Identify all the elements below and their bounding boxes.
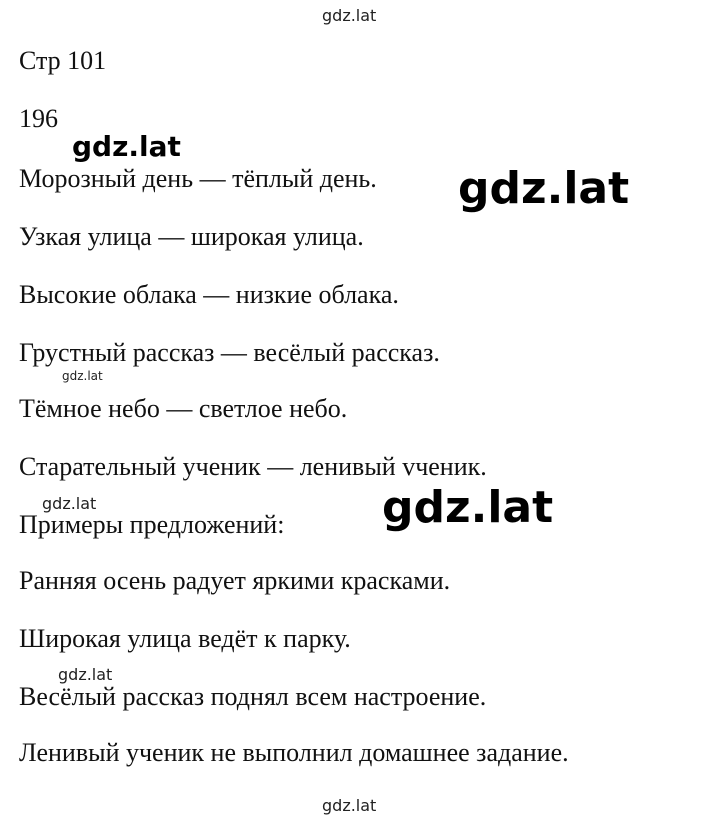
antonym-pair: Морозный день — тёплый день.: [19, 164, 377, 193]
example-sentence: Широкая улица ведёт к парку.: [19, 624, 351, 653]
watermark-tiny: gdz.lat: [62, 369, 103, 383]
antonym-pair: Грустный рассказ — весёлый рассказ.: [19, 338, 440, 367]
antonym-pair: Старательный ученик — ленивый vченик.: [19, 452, 487, 481]
watermark-small-lower: gdz.lat: [58, 665, 113, 684]
watermark-small-left: gdz.lat: [42, 494, 97, 513]
examples-heading: Примеры предложений:: [19, 510, 285, 539]
example-sentence: Ранняя осень радует яркими красками.: [19, 566, 451, 595]
antonym-pair: Узкая улица — широкая улица.: [19, 222, 364, 251]
antonym-pair: Тёмное небо — светлое небо.: [19, 394, 348, 423]
example-sentence: Ленивый ученик не выполнил домашнее задание.: [19, 738, 569, 767]
watermark-mid-left: gdz.lat: [72, 130, 181, 163]
antonym-pair: Высокие облака — низкие облака.: [19, 280, 399, 309]
example-sentence: Весёлый рассказ поднял всем настроение.: [19, 682, 487, 711]
watermark-bottom: gdz.lat: [322, 796, 377, 815]
watermark-big-center: gdz.lat: [382, 482, 554, 533]
watermark-big-right: gdz.lat: [458, 163, 630, 214]
watermark-top: gdz.lat: [322, 6, 377, 25]
exercise-number: 196: [19, 104, 58, 133]
page-reference: Стр 101: [19, 46, 107, 75]
